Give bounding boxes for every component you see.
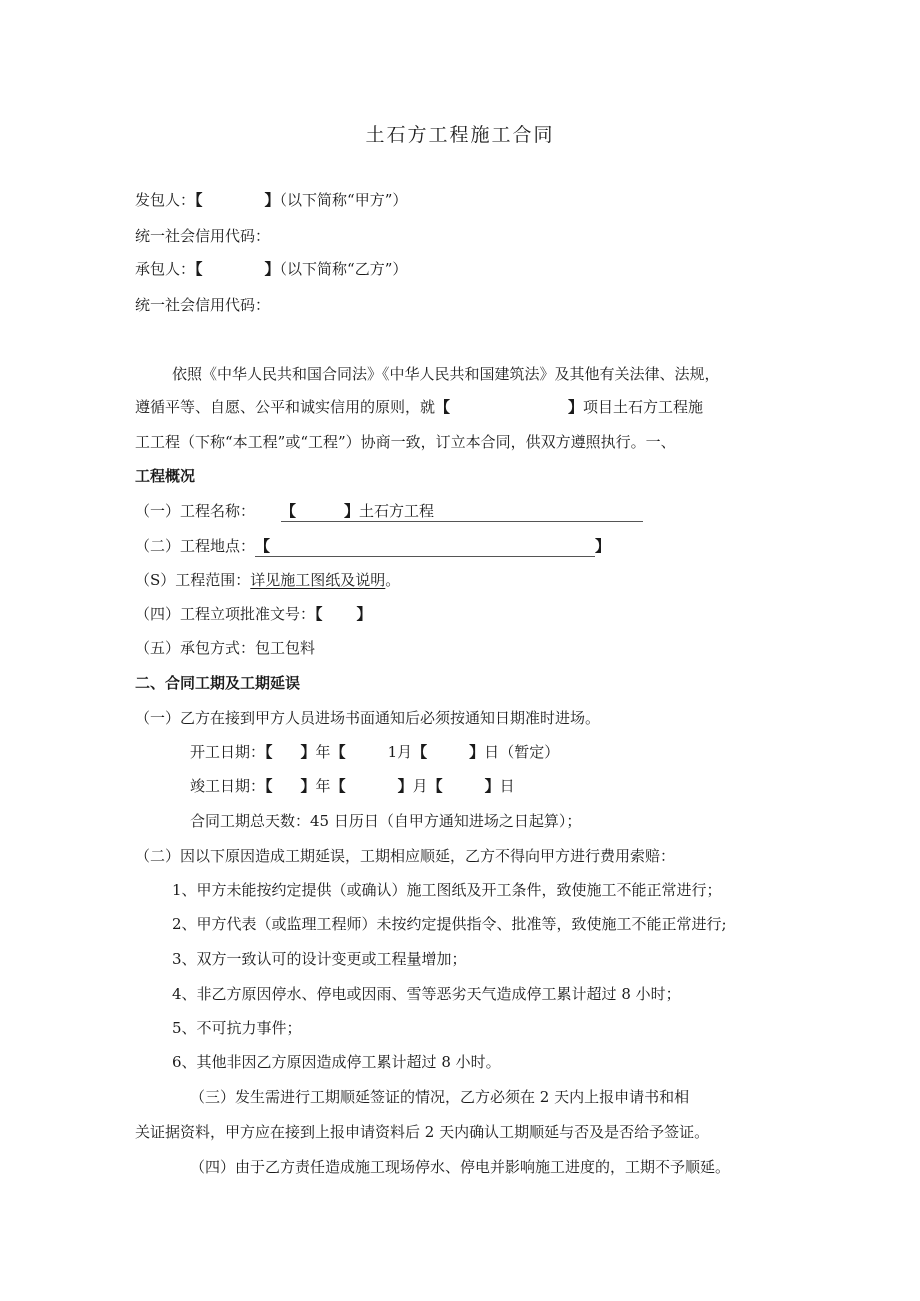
bracket-open: 【 bbox=[195, 191, 203, 209]
bracket-open: 【 bbox=[427, 777, 443, 795]
bracket-open: 【 bbox=[330, 743, 346, 761]
day-label: 日 bbox=[484, 743, 500, 761]
bracket-open: 【 bbox=[315, 605, 323, 623]
day-label: 日 bbox=[499, 777, 515, 795]
intro-line-2 bbox=[135, 397, 703, 417]
intro-line-2-pre: 遵循平等、自愿、公平和诚实信用的原则，就 bbox=[135, 398, 436, 416]
project-scope-label: （S）工程范围： bbox=[135, 571, 251, 589]
bracket-close: 】 bbox=[469, 743, 485, 761]
delay-reason-2: 2、甲方代表（或监理工程师）未按约定提供指令、批准等，致使施工不能正常进行; bbox=[172, 915, 727, 933]
month-label: 月 bbox=[412, 777, 428, 795]
start-date-label: 开工日期： bbox=[190, 743, 266, 761]
schedule-item-4: （四）由于乙方责任造成施工现场停水、停电并影响施工进度的，工期不予顺延。 bbox=[190, 1158, 731, 1176]
employer-label: 发包人： bbox=[135, 191, 196, 209]
total-days-line: 合同工期总天数：45 日历日（自甲方通知进场之日起算）； bbox=[190, 812, 582, 830]
bracket-open: 【 bbox=[265, 743, 273, 761]
bracket-open: 【 bbox=[265, 777, 273, 795]
project-location-field bbox=[255, 537, 595, 557]
bracket-close: 】 bbox=[264, 260, 280, 278]
employer-line bbox=[135, 190, 407, 210]
project-location-line bbox=[135, 536, 610, 557]
scope-end: 。 bbox=[385, 571, 401, 589]
section-heading-schedule: 二、合同工期及工期延误 bbox=[135, 674, 301, 692]
delay-reason-3: 3、双方一致认可的设计变更或工程量增加； bbox=[172, 950, 467, 968]
project-name-label: （一）工程名称： bbox=[135, 502, 256, 520]
tentative-note: （暂定） bbox=[499, 743, 560, 761]
contractor-suffix: （以下简称“乙方”） bbox=[279, 260, 408, 278]
month-label: 月 bbox=[397, 743, 413, 761]
project-location-label: （二）工程地点： bbox=[135, 537, 256, 555]
project-name-field bbox=[281, 502, 643, 522]
project-scope-line bbox=[135, 570, 400, 590]
contract-mode-label: （五）承包方式： bbox=[135, 639, 256, 657]
bracket-close: 】 bbox=[484, 777, 500, 795]
schedule-item-3-line-1: （三）发生需进行工期顺延签证的情况，乙方必须在 2 天内上报申请书和相 bbox=[190, 1088, 690, 1106]
intro-line-1: 依照《中华人民共和国合同法》《中华人民共和国建筑法》及其他有关法律、法规， bbox=[172, 365, 720, 383]
bracket-open: 【 bbox=[435, 398, 451, 416]
delay-reason-4: 4、非乙方原因停水、停电或因雨、雪等恶劣天气造成停工累计超过 8 小时； bbox=[172, 985, 681, 1003]
bracket-open: 【 bbox=[412, 743, 428, 761]
bracket-open: 【 bbox=[195, 260, 203, 278]
project-name-line bbox=[135, 501, 643, 522]
year-label: 年 bbox=[315, 743, 331, 761]
bracket-close: 】 bbox=[344, 502, 360, 520]
bracket-open: 【 bbox=[255, 537, 271, 555]
bracket-open: 【 bbox=[281, 502, 297, 520]
intro-line-2-post: 项目土石方工程施 bbox=[583, 398, 704, 416]
bracket-close: 】 bbox=[397, 777, 413, 795]
approval-number-label: （四）工程立项批准文号： bbox=[135, 605, 316, 623]
delay-reason-6: 6、其他非因乙方原因造成停工累计超过 8 小时。 bbox=[172, 1053, 501, 1071]
employer-code-line: 统一社会信用代码： bbox=[135, 227, 271, 245]
bracket-close: 】 bbox=[356, 605, 372, 623]
contractor-code-line: 统一社会信用代码： bbox=[135, 296, 271, 314]
contractor-line bbox=[135, 259, 407, 279]
year-label: 年 bbox=[315, 777, 331, 795]
contractor-label: 承包人： bbox=[135, 260, 196, 278]
delay-reason-1: 1、甲方未能按约定提供（或确认）施工图纸及开工条件，致使施工不能正常进行； bbox=[172, 881, 722, 899]
intro-line-3: 工工程（下称“本工程”或“工程”）协商一致，订立本合同，供双方遵照执行。一、 bbox=[135, 433, 676, 451]
project-name-value: 土石方工程 bbox=[359, 502, 435, 520]
schedule-item-1: （一）乙方在接到甲方人员进场书面通知后必须按通知日期准时进场。 bbox=[135, 709, 601, 727]
contract-mode-value: 包工包料 bbox=[255, 639, 316, 657]
delay-reason-5: 5、不可抗力事件； bbox=[172, 1019, 302, 1037]
schedule-item-3-line-2: 关证据资料，甲方应在接到上报申请资料后 2 天内确认工期顺延与否及是否给予签证。 bbox=[135, 1123, 710, 1141]
bracket-close: 】 bbox=[300, 743, 316, 761]
bracket-close: 】 bbox=[264, 191, 280, 209]
employer-suffix: （以下简称“甲方”） bbox=[279, 191, 408, 209]
end-date-line bbox=[190, 776, 515, 796]
start-date-line bbox=[190, 742, 559, 762]
start-month-value: 1 bbox=[387, 743, 398, 761]
bracket-open: 【 bbox=[330, 777, 346, 795]
bracket-close: 】 bbox=[595, 537, 611, 555]
project-scope-value: 详见施工图纸及说明 bbox=[250, 571, 386, 589]
contract-mode-line bbox=[135, 638, 315, 658]
end-date-label: 竣工日期： bbox=[190, 777, 266, 795]
schedule-item-2: （二）因以下原因造成工期延误，工期相应顺延，乙方不得向甲方进行费用索赔： bbox=[135, 847, 676, 865]
bracket-close: 】 bbox=[300, 777, 316, 795]
approval-number-line bbox=[135, 604, 372, 624]
bracket-close: 】 bbox=[568, 398, 584, 416]
document-title: 土石方工程施工合同 bbox=[365, 124, 555, 146]
section-heading-overview: 工程概况 bbox=[135, 467, 196, 485]
